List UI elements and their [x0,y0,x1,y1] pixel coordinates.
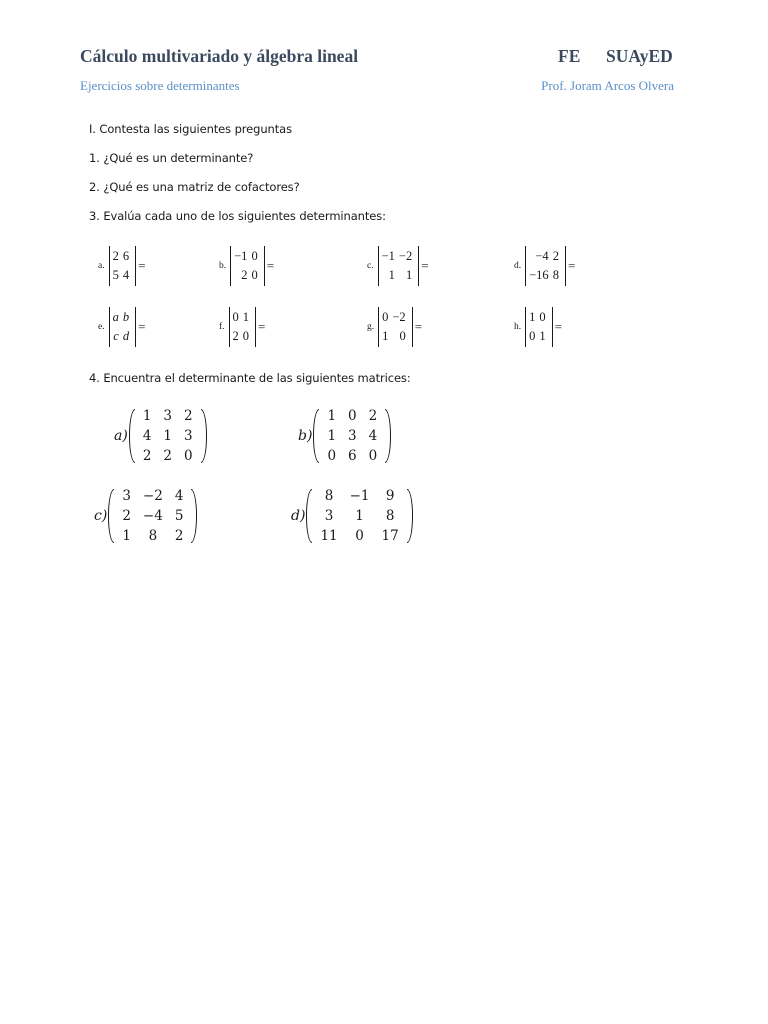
det-cell: 2 [112,249,119,263]
matrix-cell: −1 [349,488,370,504]
det-cell: 1 [539,329,546,343]
matrix-cell: 3 [163,408,172,424]
det-cell: −2 [392,310,406,324]
matrix-cell: 4 [368,428,378,444]
determinant-label: h. [514,322,522,332]
determinant-label: f. [219,322,225,332]
question-4: 4. Encuentra el determinante de las siguientes matrices: [89,371,411,385]
determinant-d [514,246,575,286]
determinant-c [367,246,429,286]
det-cell: b [122,310,130,324]
matrix-b [298,406,391,466]
left-parenthesis [108,489,114,543]
matrix-cell: 17 [381,528,399,544]
determinant-label: c. [367,261,374,271]
matrix-cell: 0 [348,408,357,424]
matrix-cell: −4 [142,508,163,524]
det-cell: 1 [242,310,250,324]
matrix-cell: 6 [348,448,357,464]
matrix-cell: 8 [385,508,395,524]
matrix-cell: 0 [355,528,364,544]
matrix-cell: 3 [324,508,334,524]
matrix-cell: 2 [163,448,172,464]
matrix-c [94,486,197,546]
matrix-cell: 9 [385,488,395,504]
det-cell: 1 [382,329,389,343]
equals-sign: = [138,258,146,273]
question-2: 2. ¿Qué es una matriz de cofactores? [89,180,300,194]
determinant-e [98,307,145,347]
matrix-cell: −2 [142,488,163,504]
det-cell: 0 [529,329,536,343]
det-cell: −4 [535,249,549,263]
equals-sign: = [266,258,275,273]
determinant-f [219,307,265,347]
determinant-a [98,246,145,286]
matrix-cell: 1 [327,428,337,444]
determinant-b [219,246,274,286]
equals-sign: = [414,319,423,334]
matrix-d [291,486,413,546]
det-cell: 1 [405,268,413,282]
det-cell: 4 [122,268,130,282]
determinant-label: a. [98,261,105,271]
determinant-label: e. [98,322,105,332]
det-cell: d [122,329,130,343]
matrix-cell: 5 [174,508,184,524]
det-cell: −1 [381,249,395,263]
matrix-cell: 11 [320,528,338,544]
matrix-cell: 1 [142,408,152,424]
det-cell: 0 [251,268,258,282]
left-parenthesis [129,409,135,463]
determinant-bars [109,307,137,347]
equals-sign: = [554,319,562,334]
det-cell: 2 [241,268,248,282]
professor-name: Prof. Joram Arcos Olvera [541,78,674,93]
course-title: Cálculo multivariado y álgebra lineal [80,46,359,66]
faculty-abbrev: FE [558,46,581,66]
det-cell: a [112,310,119,324]
det-cell: 0 [242,329,250,343]
left-parenthesis [306,489,312,543]
det-cell: 8 [552,268,559,282]
matrix-a [114,406,207,466]
matrix-cell: 0 [184,448,193,464]
matrix-cell: 3 [184,428,193,444]
equals-sign: = [421,258,429,273]
equals-sign: = [258,319,266,334]
matrix-cell: 2 [142,448,152,464]
matrix-cell: 1 [327,408,337,424]
equals-sign: = [138,319,146,334]
right-parenthesis [191,489,197,543]
determinant-bars [229,307,257,347]
determinant-bars [109,246,137,286]
det-cell: 0 [399,329,406,343]
det-cell: −2 [398,249,413,263]
matrix-cell: 2 [122,508,131,524]
determinant-label: b. [219,261,227,271]
right-parenthesis [407,489,413,543]
det-cell: 1 [388,268,395,282]
matrix-label: b) [298,428,313,444]
matrix-cell: 8 [324,488,334,504]
determinant-label: g. [367,322,375,332]
question-1: 1. ¿Qué es un determinante? [89,151,254,165]
det-cell: 0 [539,310,546,324]
right-parenthesis [201,409,207,463]
determinant-bars [378,246,420,286]
matrix-label: d) [291,508,306,524]
left-parenthesis [313,409,319,463]
section-heading: I. Contesta las siguientes preguntas [89,122,292,136]
det-cell: 6 [122,249,130,263]
question-3: 3. Evalúa cada uno de los siguientes determinantes: [89,209,386,223]
matrix-cell: 1 [355,508,364,524]
determinant-bars [525,307,553,347]
matrix-cell: 0 [368,448,378,464]
det-cell: 5 [112,268,119,282]
matrix-label: a) [114,428,128,444]
determinant-bars [525,246,566,286]
system-abbrev: SUAyED [606,46,673,66]
matrix-label: c) [94,508,108,524]
matrix-cell: 3 [348,428,357,444]
matrix-cell: 0 [327,448,337,464]
det-cell: 2 [232,329,239,343]
det-cell: 0 [232,310,239,324]
det-cell: 0 [251,249,258,263]
det-cell: c [113,329,119,343]
determinant-bars [230,246,265,286]
det-cell: 2 [552,249,559,263]
matrix-cell: 1 [163,428,172,444]
determinant-label: d. [514,261,522,271]
det-cell: 1 [529,310,536,324]
matrix-cell: 8 [148,528,158,544]
matrix-cell: 2 [174,528,184,544]
matrix-cell: 2 [368,408,378,424]
matrix-cell: 2 [184,408,193,424]
determinant-g [367,307,422,347]
right-parenthesis [385,409,391,463]
worksheet-subtitle: Ejercicios sobre determinantes [80,78,240,93]
matrix-cell: 4 [174,488,184,504]
matrix-cell: 3 [122,488,131,504]
equals-sign: = [567,258,576,273]
determinant-bars [378,307,413,347]
matrix-cell: 1 [122,528,131,544]
det-cell: −1 [234,249,248,263]
det-cell: 0 [382,310,389,324]
det-cell: −16 [529,268,549,282]
determinant-h [514,307,562,347]
matrix-cell: 4 [142,428,152,444]
